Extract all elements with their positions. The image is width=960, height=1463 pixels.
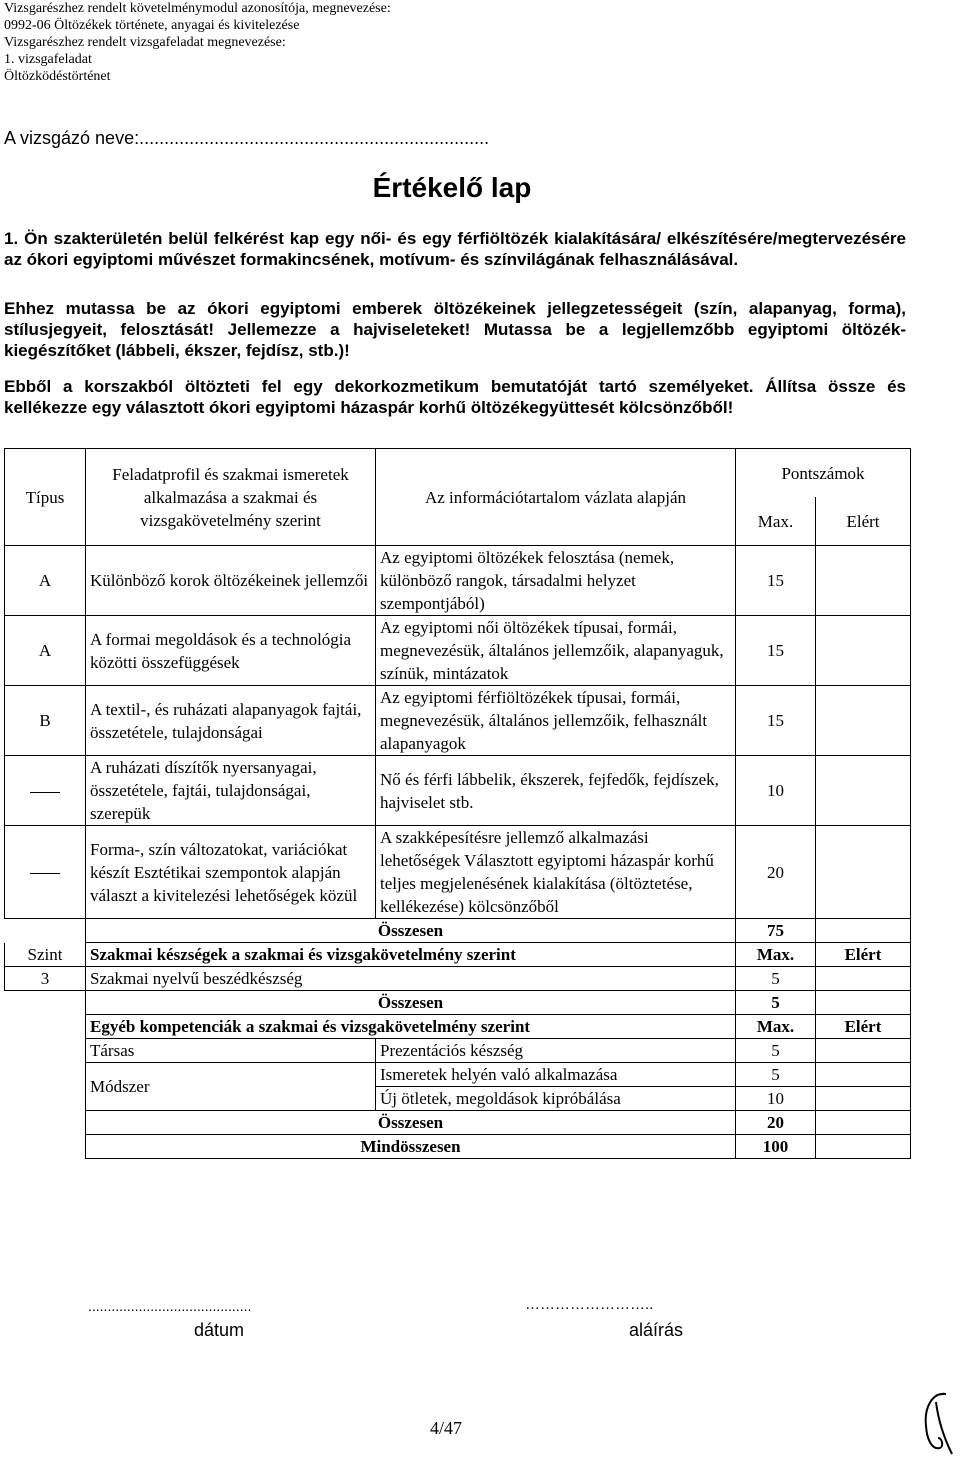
row-profil: Különböző korok öltözékeinek jellemzői <box>86 546 376 616</box>
prezentacios-label: Prezentációs készség <box>376 1039 736 1063</box>
task-paragraph-3: Ebből a korszakból öltözteti fel egy dekorkozmetikum bemutatóját tartó személyeket. Állítsa össze és kellékezze egy választott ókori egyiptomi házaspár korhű öltözékegyüttesét kölcsönzőből! <box>4 377 906 417</box>
row-max: 15 <box>736 686 816 756</box>
osszesen-value: 20 <box>736 1111 816 1135</box>
handwritten-initial-icon <box>918 1388 956 1460</box>
table-header-row <box>5 449 911 498</box>
szint-header-row <box>5 943 911 967</box>
table-row <box>5 1039 911 1063</box>
table-row <box>5 826 911 919</box>
row-info: Az egyiptomi férfiöltözékek típusai, formái, megnevezésük, általános jellemzőik, felhasznált alapanyagok <box>376 686 736 756</box>
table-row <box>5 967 911 991</box>
egyeb-header-row <box>5 1015 911 1039</box>
date-dots: .......................................... <box>88 1298 252 1314</box>
osszesen-row <box>5 1111 911 1135</box>
table-row <box>5 616 911 686</box>
header-profil: Feladatprofil és szakmai ismeretek alkalmazása a szakmai és vizsgakövetelmény szerint <box>86 449 376 546</box>
row-info: Az egyiptomi öltözékek felosztása (nemek, különböző rangok, társadalmi helyzet szempontjából) <box>376 546 736 616</box>
uj-otletek-label: Új ötletek, megoldások kipróbálása <box>376 1087 736 1111</box>
row-profil: A textil-, és ruházati alapanyagok fajtái, összetétele, tulajdonságai <box>86 686 376 756</box>
row-profil: A formai megoldások és a technológia közötti összefüggések <box>86 616 376 686</box>
row-elert <box>816 686 911 756</box>
task-paragraph-2: Ehhez mutassa be az ókori egyiptomi emberek öltözékeinek jellegzetességeit (szín, alapanyag, forma), stílusjegyeit, felosztását! Jellemezze a hajviseleteket! Mutassa be a legjellemzőbb egyiptomi öltözék-kiegészítőket (lábbeli, ékszer, fejdísz, stb.)! <box>4 299 906 360</box>
mindosszesen-label: Mindösszesen <box>86 1135 736 1159</box>
evaluation-table <box>4 448 911 1159</box>
row-max: 10 <box>736 756 816 826</box>
header-line: 1. vizsgafeladat <box>4 52 92 67</box>
row-elert <box>816 546 911 616</box>
signature-label: aláírás <box>629 1320 684 1340</box>
row-max: 15 <box>736 616 816 686</box>
egyeb-elert-header: Elért <box>816 1015 911 1039</box>
tarsas-label: Társas <box>86 1039 376 1063</box>
szint-value: 3 <box>5 967 86 991</box>
osszesen-row <box>5 991 911 1015</box>
row-max: 20 <box>736 826 816 919</box>
signature-dots: …………………….. <box>525 1296 654 1313</box>
row-info: Nő és férfi lábbelik, ékszerek, fejfedők, fejdíszek, hajviselet stb. <box>376 756 736 826</box>
ismeretek-max: 5 <box>736 1063 816 1087</box>
row-info: A szakképesítésre jellemző alkalmazási lehetőségek Választott egyiptomi házaspár korhű teljes megjelenésének kialakítása (öltöztetése, kellékezése) kölcsönzőből <box>376 826 736 919</box>
szint-max-header: Max. <box>736 943 816 967</box>
header-info: Az információtartalom vázlata alapján <box>376 449 736 546</box>
row-profil: A ruházati díszítők nyersanyagai, összetétele, fajtái, tulajdonságai, szerepük <box>86 756 376 826</box>
ismeretek-label: Ismeretek helyén való alkalmazása <box>376 1063 736 1087</box>
osszesen-label: Összesen <box>86 1111 736 1135</box>
task-paragraph-1: 1. Ön szakterületén belül felkérést kap egy női- és egy férfiöltözék kialakítására/ elkészítésére/megtervezésére az ókori egyiptomi művészet formakincsének, motívum- és színvilágának felhasználásával. <box>4 229 906 269</box>
row-max: 15 <box>736 546 816 616</box>
row-elert <box>816 616 911 686</box>
egyeb-max-header: Max. <box>736 1015 816 1039</box>
szakmai-keszsegek-header: Szakmai készségek a szakmai és vizsgakövetelmény szerint <box>86 943 736 967</box>
osszesen-label: Összesen <box>86 991 736 1015</box>
header-line: Öltözködéstörténet <box>4 69 111 84</box>
header-line: Vizsgarészhez rendelt vizsgafeladat megnevezése: <box>4 35 286 50</box>
mindosszesen-value: 100 <box>736 1135 816 1159</box>
row-tipus: B <box>5 686 86 756</box>
uj-otletek-max: 10 <box>736 1087 816 1111</box>
candidate-name-line: A vizsgázó neve:...................................................................... <box>4 128 490 148</box>
header-pontszamok: Pontszámok <box>736 449 911 498</box>
row-info: Az egyiptomi női öltözékek típusai, formái, megnevezésük, általános jellemzőik, alapanyaguk, színük, mintázatok <box>376 616 736 686</box>
osszesen-value: 75 <box>736 919 816 943</box>
row-tipus: A <box>5 616 86 686</box>
prezentacios-max: 5 <box>736 1039 816 1063</box>
nyelvi-label: Szakmai nyelvű beszédkészség <box>86 967 736 991</box>
header-max: Max. <box>736 497 816 546</box>
page-title: Értékelő lap <box>372 172 532 203</box>
egyeb-header: Egyéb kompetenciák a szakmai és vizsgakövetelmény szerint <box>86 1015 736 1039</box>
osszesen-label: Összesen <box>86 919 736 943</box>
modszer-label: Módszer <box>86 1063 376 1111</box>
row-elert <box>816 826 911 919</box>
page-number: 4/47 <box>430 1418 463 1438</box>
osszesen-row <box>5 919 911 943</box>
table-row <box>5 756 911 826</box>
row-elert <box>816 756 911 826</box>
row-profil: Forma-, szín változatokat, variációkat készít Esztétikai szempontok alapján választ a kivitelezési lehetőségek közül <box>86 826 376 919</box>
row-tipus-dash <box>5 826 86 919</box>
table-row <box>5 546 911 616</box>
szint-label: Szint <box>5 943 86 967</box>
header-line: Vizsgarészhez rendelt követelménymodul azonosítója, megnevezése: <box>4 1 391 16</box>
document-header <box>4 0 391 85</box>
osszesen-value: 5 <box>736 991 816 1015</box>
header-line: 0992-06 Öltözékek története, anyagai és kivitelezése <box>4 18 300 33</box>
header-elert: Elért <box>816 497 911 546</box>
header-tipus: Típus <box>5 449 86 546</box>
szint-elert-header: Elért <box>816 943 911 967</box>
mindosszesen-row <box>5 1135 911 1159</box>
table-row <box>5 1063 911 1087</box>
row-tipus: A <box>5 546 86 616</box>
date-label: dátum <box>194 1320 245 1340</box>
table-row <box>5 686 911 756</box>
row-tipus-dash <box>5 756 86 826</box>
nyelvi-max: 5 <box>736 967 816 991</box>
